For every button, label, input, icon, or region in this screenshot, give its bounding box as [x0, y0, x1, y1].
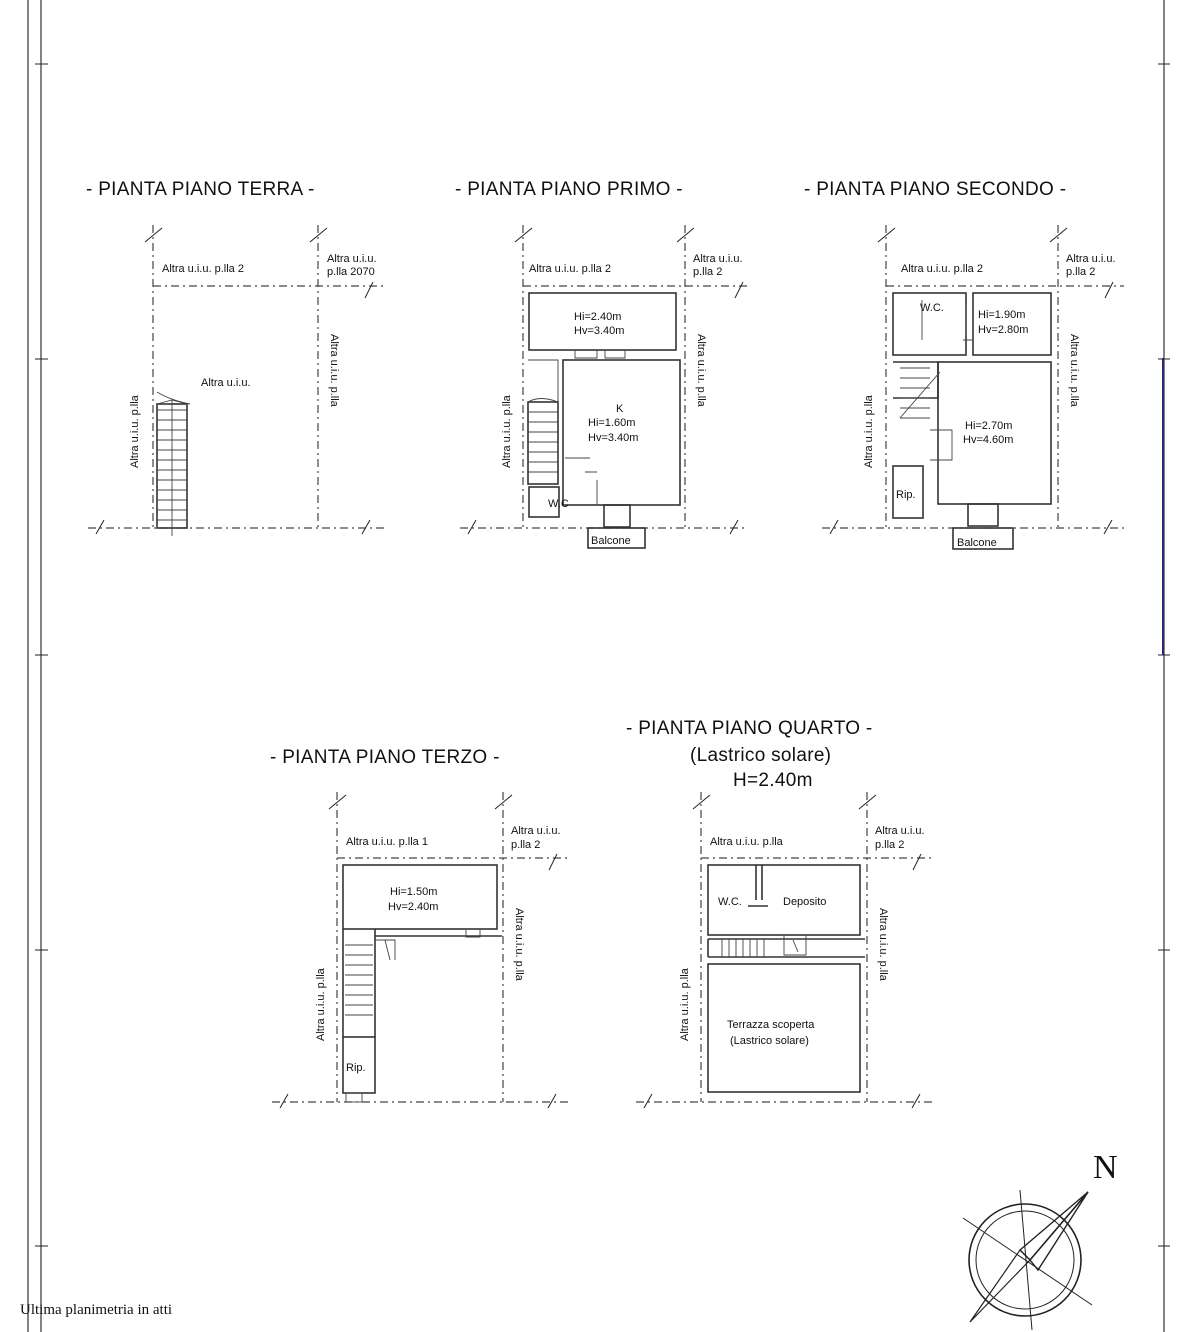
neighbor-label-quarto-top-left: Altra u.i.u. p.lla — [710, 836, 783, 848]
plan-height-quarto: H=2.40m — [733, 770, 813, 791]
footer-note: Ultima planimetria in atti — [20, 1302, 173, 1318]
neighbor-label-primo-top-right-1: Altra u.i.u. — [693, 253, 743, 265]
room-secondo-2 — [938, 362, 1051, 504]
neighbor-label-terzo-top-right-1: Altra u.i.u. — [511, 825, 561, 837]
north-label: N — [1093, 1149, 1118, 1186]
room-label-secondo-wc: W.C. — [920, 302, 944, 314]
neighbor-label-primo-top-left: Altra u.i.u. p.lla 2 — [529, 263, 611, 275]
room-label-primo-balcony: Balcone — [591, 535, 631, 547]
stair-secondo — [893, 362, 952, 460]
room-label-primo-1-hv: Hv=3.40m — [574, 325, 625, 337]
stair-primo — [528, 360, 558, 484]
plan-piano-primo — [455, 179, 748, 548]
plan-piano-terra — [86, 179, 384, 536]
room-label-primo-1-hi: Hi=2.40m — [574, 311, 622, 323]
neighbor-label-secondo-top-right-2: p.lla 2 — [1066, 266, 1096, 278]
plan-piano-quarto — [626, 718, 932, 1108]
neighbor-label-terra-top-right-2: p.lla 2070 — [327, 266, 375, 278]
plan-piano-terzo — [270, 747, 568, 1108]
neighbor-label-terra-top-left: Altra u.i.u. p.lla 2 — [162, 263, 244, 275]
room-label-primo-k-hv: Hv=3.40m — [588, 432, 639, 444]
plan-title-primo: - PIANTA PIANO PRIMO - — [455, 179, 683, 200]
vertical-label-primo-left: Altra u.i.u. p.lla — [501, 395, 513, 468]
vertical-label-terra-left: Altra u.i.u. p.lla — [129, 395, 141, 468]
room-label-terzo-1-hi: Hi=1.50m — [390, 886, 438, 898]
neighbor-label-terra-top-right-1: Altra u.i.u. — [327, 253, 377, 265]
vertical-label-terra-right: Altra u.i.u. p.lla — [328, 334, 340, 407]
room-label-secondo-balcony: Balcone — [957, 537, 997, 549]
neighbor-label-quarto-top-right-2: p.lla 2 — [875, 839, 905, 851]
vertical-label-secondo-left: Altra u.i.u. p.lla — [863, 395, 875, 468]
room-label-quarto-terrace-2: (Lastrico solare) — [730, 1035, 809, 1047]
room-label-primo-k-name: K — [616, 403, 624, 415]
plan-subtitle-quarto: (Lastrico solare) — [690, 745, 832, 766]
room-label-quarto-deposito: Deposito — [783, 896, 827, 908]
neighbor-label-secondo-top-left: Altra u.i.u. p.lla 2 — [901, 263, 983, 275]
vertical-label-quarto-left: Altra u.i.u. p.lla — [679, 968, 691, 1041]
room-label-secondo-rip: Rip. — [896, 489, 916, 501]
room-label-quarto-terrace-1: Terrazza scoperta — [727, 1019, 815, 1031]
vertical-label-primo-right: Altra u.i.u. p.lla — [695, 334, 707, 407]
neighbor-label-primo-top-right-2: p.lla 2 — [693, 266, 723, 278]
neighbor-label-quarto-top-right-1: Altra u.i.u. — [875, 825, 925, 837]
stair-terzo — [345, 929, 480, 1015]
stair-terra — [157, 392, 190, 536]
room-label-quarto-wc: W.C. — [718, 896, 742, 908]
room-label-terzo-rip: Rip. — [346, 1062, 366, 1074]
plan-title-terra: - PIANTA PIANO TERRA - — [86, 179, 315, 200]
plan-title-secondo: - PIANTA PIANO SECONDO - — [804, 179, 1067, 200]
neighbor-label-terzo-top-left: Altra u.i.u. p.lla 1 — [346, 836, 428, 848]
compass-icon — [963, 1149, 1118, 1330]
vertical-label-quarto-right: Altra u.i.u. p.lla — [877, 908, 889, 981]
room-label-primo-k-hi: Hi=1.60m — [588, 417, 636, 429]
room-label-secondo-1-hv: Hv=2.80m — [978, 324, 1029, 336]
balcony-door-primo — [604, 505, 630, 527]
balcony-door-secondo — [968, 504, 998, 526]
room-label-terzo-1-hv: Hv=2.40m — [388, 901, 439, 913]
room-label-secondo-2-hv: Hv=4.60m — [963, 434, 1014, 446]
room-label-secondo-2-hi: Hi=2.70m — [965, 420, 1013, 432]
plan-piano-secondo — [804, 179, 1124, 549]
room-label-primo-wc: W.C — [548, 498, 569, 510]
neighbor-label-secondo-top-right-1: Altra u.i.u. — [1066, 253, 1116, 265]
plan-title-terzo: - PIANTA PIANO TERZO - — [270, 747, 500, 768]
vertical-label-secondo-right: Altra u.i.u. p.lla — [1068, 334, 1080, 407]
plan-title-quarto: - PIANTA PIANO QUARTO - — [626, 718, 873, 739]
neighbor-label-terzo-top-right-2: p.lla 2 — [511, 839, 541, 851]
room-label-secondo-1-hi: Hi=1.90m — [978, 309, 1026, 321]
vertical-label-terzo-left: Altra u.i.u. p.lla — [315, 968, 327, 1041]
center-label-terra: Altra u.i.u. — [201, 377, 251, 389]
vertical-label-terzo-right: Altra u.i.u. p.lla — [513, 908, 525, 981]
